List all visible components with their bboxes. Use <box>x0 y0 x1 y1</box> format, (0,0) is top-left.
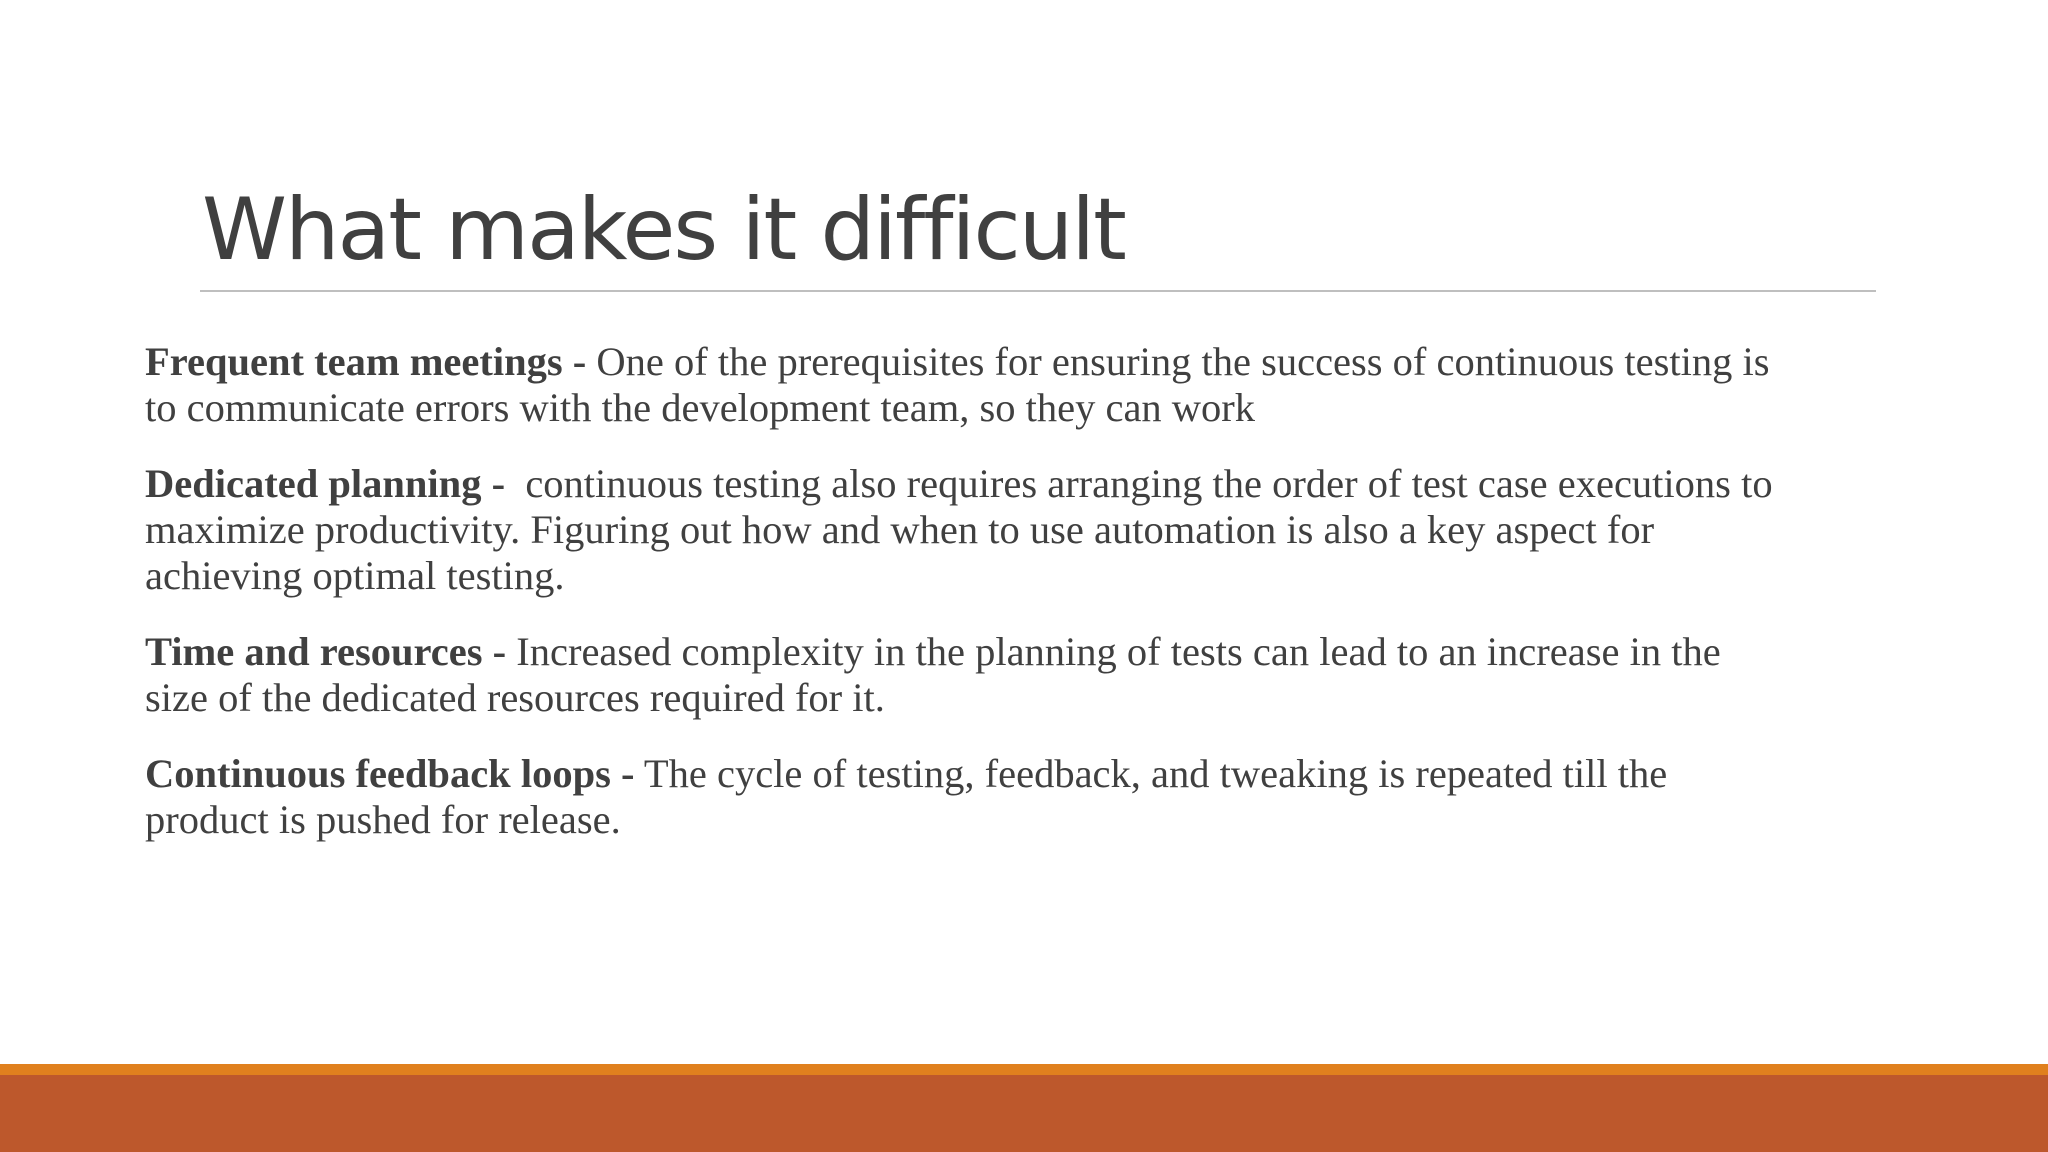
paragraph-continuous-feedback-loops <box>145 751 1785 843</box>
footer-band <box>0 1075 2048 1152</box>
title-divider <box>200 290 1876 292</box>
footer-accent-stripe <box>0 1064 2048 1075</box>
slide-body <box>145 339 1785 873</box>
paragraph-body: Increased complexity in the planning of tests can lead to an increase in the size of the dedicated resources required for it. <box>145 629 1721 720</box>
paragraph-frequent-team-meetings <box>145 339 1785 431</box>
paragraph-heading: Dedicated planning - <box>145 461 506 506</box>
paragraph-body: One of the prerequisites for ensuring the success of continuous testing is to communicate errors with the development team, so they can work <box>145 339 1770 430</box>
paragraph-time-and-resources <box>145 629 1785 721</box>
paragraph-body: continuous testing also requires arranging the order of test case executions to maximize productivity. Figuring out how and when to use automation is also a key aspect for achieving optimal testing. <box>145 461 1783 598</box>
paragraph-heading: Time and resources - <box>145 629 507 674</box>
slide-title: What makes it difficult <box>202 180 1125 280</box>
paragraph-heading: Frequent team meetings - <box>145 339 587 384</box>
paragraph-heading: Continuous feedback loops - <box>145 751 635 796</box>
paragraph-dedicated-planning <box>145 461 1785 599</box>
paragraph-body: The cycle of testing, feedback, and tweaking is repeated till the product is pushed for release. <box>145 751 1668 842</box>
